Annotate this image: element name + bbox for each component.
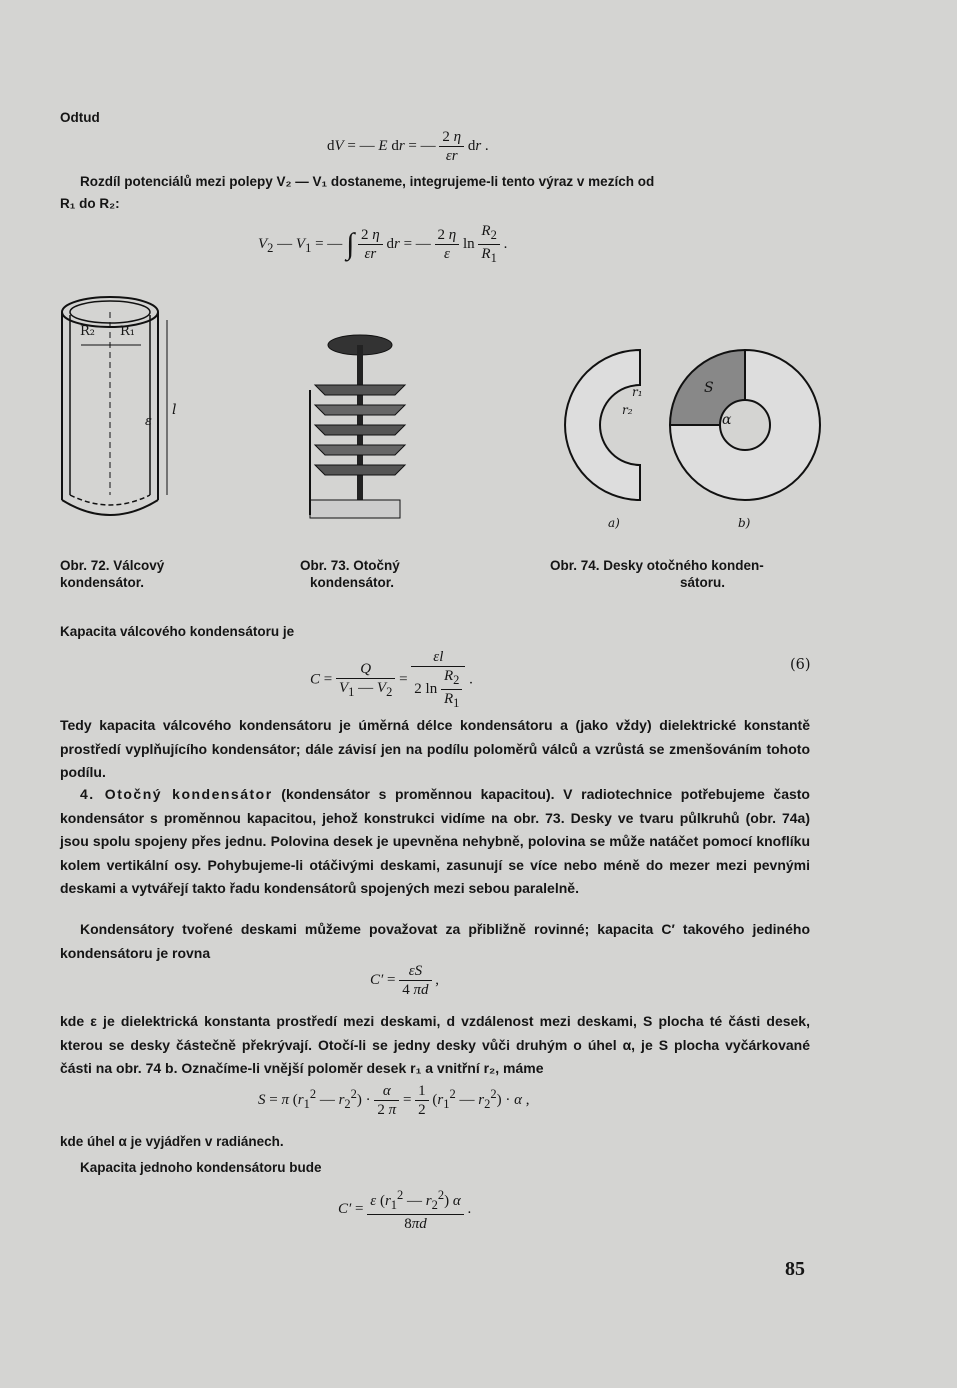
caption-fig74-line2: sátoru. — [680, 575, 726, 590]
caption-fig72-line2: kondensátor. — [60, 575, 145, 590]
label-r2: R₂ — [80, 324, 95, 339]
label-r1-small: r₁ — [632, 385, 643, 399]
label-fig74a: a) — [608, 516, 620, 530]
text-kapacita-valcoveho: Kapacita válcového kondensátoru je — [60, 624, 295, 639]
paragraph-otocny-body: (kondensátor s proměnnou kapacitou). V radiotechnice potřebujeme často kondensátor s proměnnou kapacitou, jehož konstrukci vidíme na obr. 73. Desky ve tvaru půlkruhů (obr. 74a) jsou spolu spojeny přes jednu. Polovina desek je upevněna nehybně, polovina se může natáčet pomocí knoflíku kolem vertikální osy. Pohybujeme-li otáčivými deskami, zasunují se více nebo méně do mezer mezi pevnými deskami a vytvářejí takto řadu kondensátorů spojených mezi sebou paralelně. — [60, 786, 810, 896]
caption-fig73-line2: kondensátor. — [310, 575, 395, 590]
label-fig74b: b) — [738, 516, 751, 530]
paragraph-kondensatory: Kondensátory tvořené deskami můžeme považovat za přibližně rovinné; kapacita C′ takového jediného kondensátoru je rovna — [60, 921, 810, 961]
heading-otocny-kondensator: 4. Otočný kondensátor — [80, 786, 273, 802]
caption-fig74-line1: Obr. 74. Desky otočného konden- — [550, 558, 764, 573]
figure-74a-plate — [545, 345, 645, 505]
figure-72-cylinder — [55, 290, 175, 530]
caption-fig72-line1: Obr. 72. Válcový — [60, 558, 165, 573]
text-kapacita-jednoho: Kapacita jednoho kondensátoru bude — [80, 1160, 322, 1175]
equation-6-capacitance: C = $\frac{Q}{V_1 — V_2}$ = εl 2 ln $\frac{R_2}{R_1}$ . — [310, 649, 473, 710]
text-kde-uhel: kde úhel α je vyjádřen v radiánech. — [60, 1134, 284, 1149]
figure-74b-plates — [665, 345, 825, 505]
figure-73-rotary-capacitor — [305, 325, 415, 525]
label-l: l — [172, 402, 177, 418]
paragraph-kde-epsilon: kde ε je dielektrická konstanta prostředí mezi deskami, d vzdálenost mezi deskami, S plocha té části desek, kterou se desky částečně překrývají. Otočí-li se jedny desky vůči druhým o úhel α, je S plocha vyčárkované části na obr. 74 b. Označíme-li vnější poloměr desek r₁ a vnitřní r₂, máme — [60, 1013, 810, 1076]
text-rozdil-2: R₁ do R₂: — [60, 196, 120, 211]
label-r2-small: r₂ — [622, 403, 633, 417]
label-alpha: α — [722, 412, 732, 428]
paragraph-tedy: Tedy kapacita válcového kondensátoru je úměrná délce kondensátoru a (jako vždy) dielektrické konstantě prostředí vyplňujícího kondensátor; dále závisí jen na podílu poloměrů válců a vzrůstá se zmenšováním tohoto podílu. — [60, 717, 810, 780]
label-r1: R₁ — [120, 324, 135, 339]
label-epsilon: ε — [145, 414, 152, 429]
label-s: S — [704, 380, 714, 396]
caption-fig73-line1: Obr. 73. Otočný — [300, 558, 400, 573]
equation-6-number: (6) — [790, 657, 811, 673]
equation-s-area: S = π ($r_1^2$ — $r_2^2$) · $\frac{\alpha}{2 \pi}$ = $\frac{1}{2}$ ($r_1^2$ — $r_2^2) \cdot \alpha$ , — [258, 1083, 530, 1118]
equation-potential-difference: $V_2$ — $V_1$ = — ∫ $\frac{2 \eta}{\varepsilon r}$ dr = — $\frac{2 \eta}{\varepsilon}$ ln $\frac{R_2}{R_1}$ . — [258, 223, 508, 265]
text-rozdil: Rozdíl potenciálů mezi polepy V₂ — V₁ dostaneme, integrujeme-li tento výraz v mezích od — [80, 174, 655, 189]
paragraph-otocny — [60, 783, 810, 901]
equation-dv: dV = — E dr = — $\frac{2 \eta}{\varepsilon r}$ dr . — [327, 129, 489, 164]
word-odtud: Odtud — [60, 110, 100, 125]
equation-c-prime: C′ = $\frac{\varepsilon S}{4 \pi d}$ , — [370, 963, 440, 998]
page-number: 85 — [785, 1258, 805, 1280]
equation-c-prime-final: C′ = $\frac{\varepsilon (r_1^2 — r_2^2) \alpha}{8\pi d}$ . — [338, 1188, 472, 1232]
